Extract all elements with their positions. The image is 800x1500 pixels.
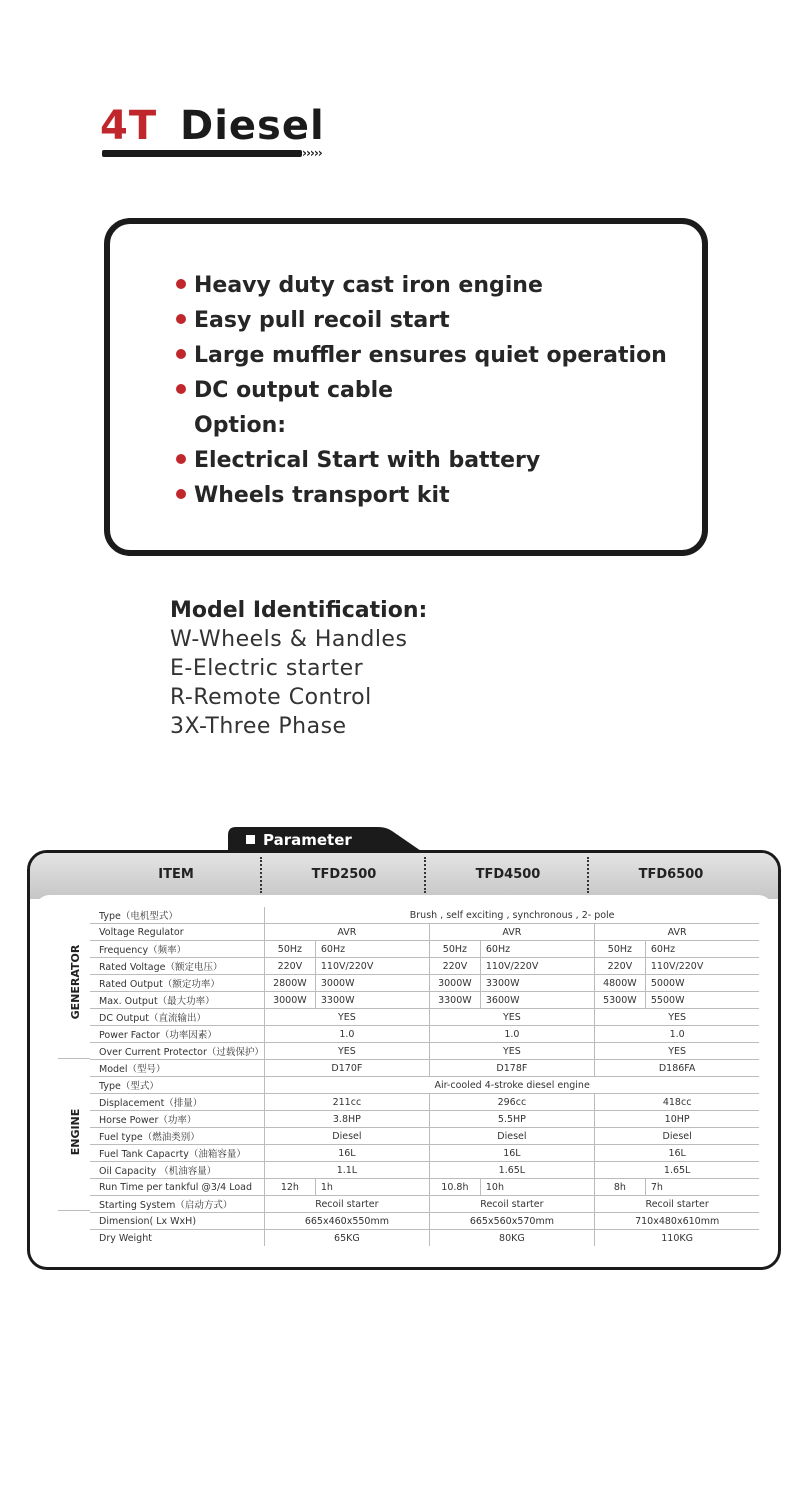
cell-value: 50Hz (594, 941, 645, 958)
cell-value: 8h (594, 1179, 645, 1196)
cell-value: 2800W (264, 975, 315, 992)
row-label: Max. Output（最大功率） (90, 992, 264, 1009)
section-label-generator: GENERATOR (69, 944, 82, 1020)
table-row (90, 1213, 759, 1230)
cell-value: Diesel (594, 1128, 759, 1145)
parameter-tab-label: Parameter (246, 827, 352, 853)
table-row (90, 1026, 759, 1043)
spec-table-body (90, 907, 759, 1246)
table-row (90, 1230, 759, 1247)
option-item: Electrical Start with battery (176, 443, 667, 478)
cell-value: 3600W (480, 992, 594, 1009)
cell-value: 60Hz (315, 941, 429, 958)
cell-value: 3300W (315, 992, 429, 1009)
cell-value: Diesel (264, 1128, 429, 1145)
row-label: Power Factor（功率因素） (90, 1026, 264, 1043)
cell-value: 16L (594, 1145, 759, 1162)
table-row (90, 1196, 759, 1213)
cell-value: YES (594, 1009, 759, 1026)
cell-value: AVR (264, 924, 429, 941)
table-row (90, 1009, 759, 1026)
table-row (90, 1077, 759, 1094)
cell-value: 80KG (429, 1230, 594, 1247)
logo-arrows-icon: ››››› (302, 146, 322, 160)
cell-value: 3300W (429, 992, 480, 1009)
bullet-icon (176, 384, 186, 394)
row-label: Voltage Regulator (90, 924, 264, 941)
bullet-icon (176, 314, 186, 324)
parameter-header (30, 853, 778, 899)
cell-value: 220V (264, 958, 315, 975)
features-box (104, 218, 708, 556)
table-row (90, 1145, 759, 1162)
cell-value: 220V (429, 958, 480, 975)
cell-value: 110V/220V (645, 958, 759, 975)
cell-span: Brush , self exciting , synchronous , 2- pole (264, 907, 759, 924)
cell-value: 60Hz (645, 941, 759, 958)
column-header-tfd4500: TFD4500 (475, 867, 541, 882)
model-code-line: R-Remote Control (170, 685, 372, 710)
row-label: Displacement（排量） (90, 1094, 264, 1111)
cell-value: 418cc (594, 1094, 759, 1111)
cell-span: Air-cooled 4-stroke diesel engine (264, 1077, 759, 1094)
cell-value: 110V/220V (480, 958, 594, 975)
cell-value: 3000W (429, 975, 480, 992)
row-label: Horse Power（功率） (90, 1111, 264, 1128)
model-code-line: E-Electric starter (170, 656, 364, 681)
brand-logo (100, 102, 360, 162)
row-label: DC Output（直流输出） (90, 1009, 264, 1026)
cell-value: 220V (594, 958, 645, 975)
cell-value: 10HP (594, 1111, 759, 1128)
row-label: Rated Output（额定功率） (90, 975, 264, 992)
cell-value: YES (594, 1043, 759, 1060)
table-row (90, 1043, 759, 1060)
bullet-icon (176, 279, 186, 289)
bullet-icon (176, 349, 186, 359)
table-row (90, 975, 759, 992)
cell-value: YES (429, 1009, 594, 1026)
cell-value: 710x480x610mm (594, 1213, 759, 1230)
row-label: Frequency（频率） (90, 941, 264, 958)
cell-value: 211cc (264, 1094, 429, 1111)
cell-value: Recoil starter (429, 1196, 594, 1213)
table-row (90, 1179, 759, 1196)
row-label: Dry Weight (90, 1230, 264, 1247)
cell-value: 5300W (594, 992, 645, 1009)
cell-value: D178F (429, 1060, 594, 1077)
cell-value: YES (429, 1043, 594, 1060)
cell-value: 50Hz (264, 941, 315, 958)
model-code-line: W-Wheels & Handles (170, 627, 408, 652)
feature-item: Easy pull recoil start (176, 303, 667, 338)
spec-table (90, 907, 759, 1246)
cell-value: 1.0 (594, 1026, 759, 1043)
cell-value: 1.0 (264, 1026, 429, 1043)
row-label: Fuel type（燃油类别） (90, 1128, 264, 1145)
cell-value: 10.8h (429, 1179, 480, 1196)
bullet-icon (176, 489, 186, 499)
cell-value: Recoil starter (594, 1196, 759, 1213)
cell-value: 16L (429, 1145, 594, 1162)
cell-value: 665x560x570mm (429, 1213, 594, 1230)
square-icon (246, 835, 255, 844)
column-header-tfd2500: TFD2500 (311, 867, 377, 882)
cell-value: 3300W (480, 975, 594, 992)
section-divider (58, 1058, 90, 1059)
cell-value: 110KG (661, 1232, 693, 1244)
model-code-line: 3X-Three Phase (170, 714, 347, 739)
table-row (90, 958, 759, 975)
cell-value: 1.65L (429, 1162, 594, 1179)
cell-value: 665x460x550mm (264, 1213, 429, 1230)
cell-value: YES (264, 1009, 429, 1026)
option-item: Wheels transport kit (176, 478, 667, 513)
section-divider (58, 1210, 90, 1211)
cell-value: 4800W (594, 975, 645, 992)
table-row (90, 941, 759, 958)
model-identification (170, 596, 427, 741)
option-label: Option: (194, 413, 287, 438)
cell-value: 5500W (645, 992, 759, 1009)
cell-value: AVR (594, 924, 759, 941)
row-label: Rated Voltage（额定电压） (90, 958, 264, 975)
logo-prefix: 4T (100, 103, 158, 149)
row-label: Type（电机型式） (90, 907, 264, 924)
cell-value: 7h (645, 1179, 759, 1196)
row-label: Type（型式） (90, 1077, 264, 1094)
cell-value: AVR (429, 924, 594, 941)
cell-value: 1.1L (264, 1162, 429, 1179)
cell-value: Diesel (429, 1128, 594, 1145)
row-label: Dimension( Lx WxH) (90, 1213, 264, 1230)
feature-list (176, 268, 667, 513)
row-label: Oil Capacity （机油容量） (90, 1162, 264, 1179)
table-row (90, 1162, 759, 1179)
cell-value: 5.5HP (429, 1111, 594, 1128)
column-header-item: ITEM (158, 867, 194, 882)
cell-value: 10h (480, 1179, 594, 1196)
cell-value: 3.8HP (264, 1111, 429, 1128)
cell-value: 1.0 (429, 1026, 594, 1043)
row-label: Fuel Tank Capacrty（油箱容量） (90, 1145, 264, 1162)
feature-item: DC output cable (176, 373, 667, 408)
feature-item: Heavy duty cast iron engine (176, 268, 667, 303)
cell-value: 65KG (264, 1230, 429, 1247)
cell-value: 3000W (315, 975, 429, 992)
table-row (90, 1111, 759, 1128)
cell-value: 3000W (264, 992, 315, 1009)
cell-value: Recoil starter (264, 1196, 429, 1213)
logo-word: Diesel (180, 103, 325, 149)
cell-value: 12h (264, 1179, 315, 1196)
feature-item: Large muffler ensures quiet operation (176, 338, 667, 373)
cell-value: 60Hz (480, 941, 594, 958)
table-row (90, 1094, 759, 1111)
row-label: Starting System（启动方式） (90, 1196, 264, 1213)
cell-value: D186FA (594, 1060, 759, 1077)
cell-value: 1.65L (594, 1162, 759, 1179)
table-row (90, 1128, 759, 1145)
row-label: Run Time per tankful @3/4 Load (90, 1179, 264, 1196)
row-label: Over Current Protector（过载保护） (90, 1043, 264, 1060)
cell-value: D170F (264, 1060, 429, 1077)
table-row (90, 924, 759, 941)
column-header-tfd6500: TFD6500 (638, 867, 704, 882)
cell-value: 16L (264, 1145, 429, 1162)
cell-value: 110V/220V (315, 958, 429, 975)
cell-value: 1h (315, 1179, 429, 1196)
table-row (90, 1060, 759, 1077)
logo-underline (102, 150, 302, 157)
table-row (90, 992, 759, 1009)
cell-value: YES (264, 1043, 429, 1060)
model-identification-title: Model Identification: (170, 598, 428, 623)
bullet-icon (176, 454, 186, 464)
row-label: Model（型号） (90, 1060, 264, 1077)
section-label-engine: ENGINE (69, 1108, 82, 1156)
cell-value: 50Hz (429, 941, 480, 958)
cell-value: 5000W (645, 975, 759, 992)
table-row (90, 907, 759, 924)
cell-value: 296cc (429, 1094, 594, 1111)
